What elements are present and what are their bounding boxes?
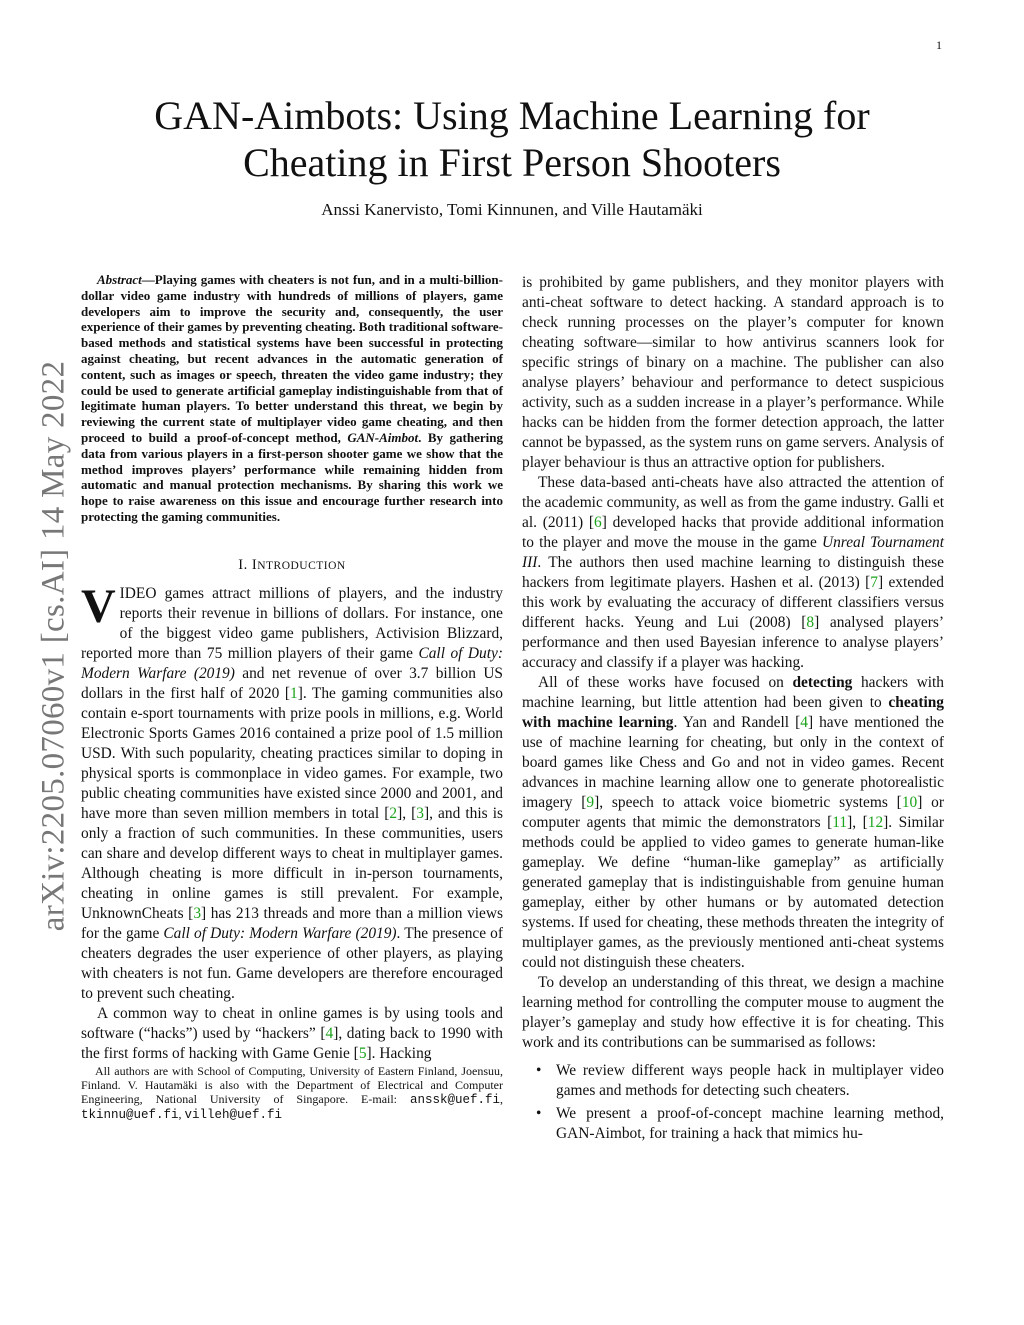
intro-p1-e: ], and this is only a fraction of such communities. In these communities, users can share and develop different ways to cheat in multiplayer games. Although cheating is more difficult in in-person tournaments, cheating in online games is still prevalent. For example, UnknownCheats [ — [81, 804, 503, 922]
title-line-1: GAN-Aimbots: Using Machine Learning for — [154, 93, 870, 138]
list-item — [522, 1061, 944, 1101]
citation-link[interactable]: 6 — [594, 514, 602, 531]
citation-link[interactable]: 7 — [870, 574, 878, 591]
citation-link[interactable]: 3 — [193, 904, 202, 922]
bullet-icon: • — [536, 1105, 542, 1122]
citation-link[interactable]: 3 — [416, 804, 424, 822]
arxiv-stamp-text: arXiv:2205.07060v1 [cs.AI] 14 May 2022 — [35, 360, 72, 932]
right-p3-g: ], [ — [847, 814, 868, 831]
right-p2-a: These data-based anti-cheats have also attracted the attention of the academic community, as well as from the game industry. Galli et al. (2011) [ — [522, 474, 944, 531]
citation-link[interactable]: 8 — [806, 614, 815, 631]
intro-p1-a: IDEO games attract millions of players, and the industry reports their revenue in billions of dollars. For instance, one of the biggest video game publishers, Activision Blizzard, reported more than 75 million players of their game — [81, 584, 503, 662]
citation-link[interactable]: 11 — [832, 814, 848, 831]
page-number: 1 — [936, 38, 942, 52]
right-p2-b: ] developed hacks that provide additional information to the player and move the mouse in the game — [522, 514, 944, 551]
right-p2-c: . The authors then used machine learning to distinguish these hackers from legitimate players. Hashen et al. (2013) [ — [522, 554, 944, 591]
footnote-separator: , — [500, 1092, 503, 1107]
intro-p1-g: . The presence of cheaters degrades the user experience of other players, as playing with cheaters is not fun. Game developers are therefore encouraged to prevent such cheating. — [81, 924, 503, 1002]
intro-p2-c: ]. Hacking — [366, 1044, 432, 1062]
drop-cap: V — [81, 579, 116, 633]
citation-link[interactable]: 4 — [325, 1024, 334, 1042]
right-p3-h: ]. Similar methods could be applied to video games to generate human-like gameplay. We define “human-like gameplay” as artificially generated gameplay that is indistinguishable from genuine human gameplay, either by other humans or by automated detection systems. If used for cheating, these methods threaten the integrity of multiplayer games, as the previously mentioned anti-cheat systems could not distinguish these cheaters. — [522, 814, 944, 971]
right-p2-e: ] analysed players’ performance and then used Bayesian inference to analyse players’ accuracy and classify if a player was hacking. — [522, 614, 945, 671]
game-title: Call of Duty: Modern Warfare (2019) — [81, 644, 503, 682]
abstract-method: GAN-Aimbot — [347, 429, 419, 445]
citation-link[interactable]: 10 — [901, 794, 918, 811]
left-column — [81, 272, 503, 1123]
abstract — [81, 272, 503, 525]
right-p3-c: . Yan and Randell [ — [673, 714, 801, 731]
citation-link[interactable]: 4 — [800, 714, 808, 731]
abstract-label: Abstract — [97, 272, 142, 287]
section-heading-introduction — [81, 555, 503, 576]
right-paragraph-1: is prohibited by game publishers, and they monitor players with anti-cheat software to detect hacking. A standard approach is to check running processes on the player’s computer for known cheating software—similar to how antivirus scanners look for specific strings of binary on a machine. The publisher can also analyse players’ behaviour and performance to detect suspicious activity, such as a sudden increase in a player’s performance. While hacks can be hidden from the former detection approach, the latter cannot be bypassed, as the system runs on game servers. Analysis of player behaviour is thus an attractive option for publishers. — [522, 274, 944, 471]
intro-p1-f: ] has 213 threads and more than a million views for the game — [81, 904, 503, 942]
right-p3-b: hackers with machine learning, but little attention had been given to — [522, 674, 944, 711]
right-p3-d: ] have mentioned the use of machine learning for cheating, but only in the context of board games like Chess and Go and not in video games. Recent advances in machine learning allow one to generate photorealistic imagery [ — [522, 714, 945, 811]
bold-term: cheating with machine learning — [522, 694, 944, 731]
email-link[interactable]: tkinnu@uef.fi — [81, 1108, 179, 1123]
right-p3-e: ], speech to attack voice biometric systems [ — [594, 794, 902, 811]
email-link[interactable]: villeh@uef.fi — [184, 1108, 283, 1123]
section-numeral: I. — [238, 556, 248, 573]
citation-link[interactable]: 1 — [289, 684, 298, 702]
intro-p2-a: A common way to cheat in online games is by using tools and software (“hacks”) used by “hackers” [ — [81, 1004, 503, 1042]
citation-link[interactable]: 12 — [867, 814, 884, 831]
game-title: Unreal Tournament III — [522, 534, 944, 571]
intro-paragraph-1 — [81, 579, 503, 1004]
right-p2-d: ] extended this work by evaluating the accuracy of different classifiers versus different hacks. Yeung and Lui (2008) [ — [522, 574, 945, 631]
intro-p1-b: and net revenue of over 3.7 billion US dollars in the first half of 2020 [ — [81, 664, 503, 702]
game-title: Call of Duty: Modern Warfare (2019) — [163, 924, 397, 942]
right-p3-f: ] or computer agents that mimic the demonstrators [ — [522, 794, 945, 831]
list-item — [522, 1104, 944, 1144]
right-paragraph-4: To develop an understanding of this threat, we design a machine learning method for controlling the computer mouse to augment the player’s gameplay and study how effective it is for cheating. This work and its contributions can be summarised as follows: — [522, 974, 944, 1051]
paper-title — [80, 92, 944, 186]
citation-link[interactable]: 2 — [389, 804, 398, 822]
contributions-list — [522, 1061, 944, 1144]
bullet-icon: • — [536, 1062, 542, 1079]
footnote-separator: , — [178, 1107, 185, 1122]
affiliation-footnote — [81, 1064, 503, 1123]
intro-p2-b: ], dating back to 1990 with the first forms of hacking with Game Genie [ — [81, 1024, 503, 1062]
list-item-text: We present a proof-of-concept machine learning method, GAN-Aimbot, for training a hack that mimics hu- — [556, 1105, 944, 1142]
list-item-text: We review different ways people hack in multiplayer video games and methods for detecting such cheaters. — [556, 1062, 944, 1099]
right-paragraph-2 — [522, 473, 944, 673]
citation-link[interactable]: 5 — [358, 1044, 367, 1062]
abstract-text-b: . By gathering data from various players in a first-person shooter game we show that the method improves players’ performance while remaining hidden from automatic and manual protection mechanisms. By sharing this work we hope to raise awareness on this issue and encourage further research into protecting the gaming communities. — [81, 429, 503, 524]
intro-p1-c: ]. The gaming communities also contain e-sport tournaments with prize pools in millions, e.g. World Electronic Sports Games 2016 contained a prize pool of 1.5 million USD. With such popularity, cheating practices similar to doping in physical sports is commonplace in video games. For example, two public cheating communities have existed since 2000 and 2001, and have more than seven million members in total [ — [81, 684, 503, 822]
right-paragraph-3 — [522, 673, 944, 973]
email-link[interactable]: anssk@uef.fi — [409, 1093, 500, 1108]
authors: Anssi Kanervisto, Tomi Kinnunen, and Ville Hautamäki — [321, 200, 703, 219]
abstract-text-a: —Playing games with cheaters is not fun, and in a multi-billion-dollar video game industry with hundreds of millions of players, game developers aim to improve the security and, consequently, the user experience of their games by preventing cheating. Both traditional software-based methods and statistical systems have been successful in protecting against cheating, but recent advances in the automatic generation of content, such as images or speech, threaten the video game industry; they could be used to generate artificial gameplay indistinguishable from that of legitimate human players. To better understand this threat, we begin by reviewing the current state of multiplayer video game cheating, and then proceed to build a proof-of-concept method, — [81, 272, 503, 445]
section-rest: NTRODUCTION — [257, 559, 346, 572]
section-initial: I — [251, 556, 258, 573]
right-p3-a: All of these works have focused on — [538, 674, 793, 691]
footnote-text: All authors are with School of Computing, University of Eastern Finland, Joensuu, Finland. V. Hautamäki is also with the Department of Electrical and Computer Engineering, National University of Singapore. E-mail: — [81, 1063, 503, 1107]
intro-paragraph-2 — [81, 1004, 503, 1064]
title-line-2: Cheating in First Person Shooters — [243, 140, 781, 185]
right-column — [522, 273, 944, 1147]
citation-link[interactable]: 9 — [586, 794, 595, 811]
bold-term: detecting — [792, 674, 853, 691]
intro-p1-d: ], [ — [397, 804, 417, 822]
